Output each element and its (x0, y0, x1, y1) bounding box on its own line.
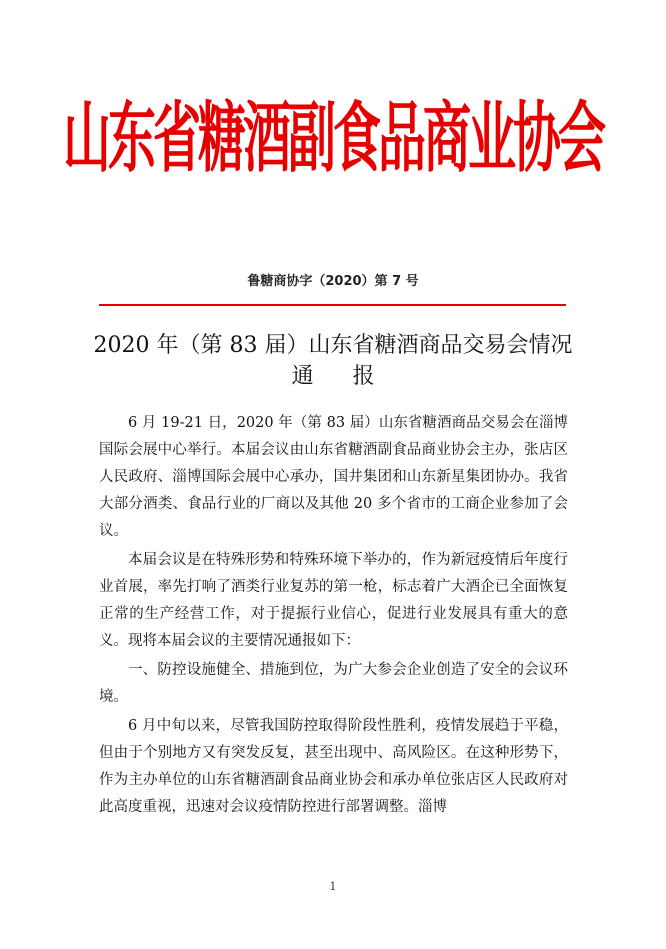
document-number: 鲁糖商协字（2020）第 7 号 (247, 274, 419, 289)
masthead-organization: 山东省糖酒副食品商业协会 (62, 94, 603, 184)
document-body (99, 410, 568, 823)
paragraph: 本届会议是在特殊形势和特殊环境下举办的，作为新冠疫情后年度行业首展，率先打响了酒类行业复苏的第一枪，标志着广大酒企已全面恢复正常的生产经营工作，对于提振行业信心，促进行业发展具有重大的意义。现将本届会议的主要情况通报如下： (99, 552, 568, 649)
masthead (60, 84, 606, 194)
document-title (90, 330, 576, 392)
paragraph: 6 月 19-21 日，2020 年（第 83 届）山东省糖酒商品交易会在淄博国际会展中心举行。本届会议由山东省糖酒副食品商业协会主办，张店区人民政府、淄博国际会展中心承办，国井集团和山东新星集团协办。我省大部分酒类、食品行业的厂商以及其他 20 多个省市的工商企业参加了会议。 (99, 415, 568, 539)
red-divider-line (99, 304, 566, 306)
title-line-1: 2020 年（第 83 届）山东省糖酒商品交易会情况 (93, 333, 573, 358)
title-line-2: 通 报 (291, 364, 391, 389)
paragraph: 一、防控设施健全、措施到位，为广大参会企业创造了安全的会议环境。 (99, 662, 568, 705)
page-number: 1 (329, 880, 337, 893)
paragraph: 6 月中旬以来，尽管我国防控取得阶段性胜利，疫情发展趋于平稳，但由于个别地方又有突发反复，甚至出现中、高风险区。在这种形势下，作为主办单位的山东省糖酒副食品商业协会和承办单位张店区人民政府对此高度重视，迅速对会议疫情防控进行部署调整。淄博 (99, 718, 568, 815)
